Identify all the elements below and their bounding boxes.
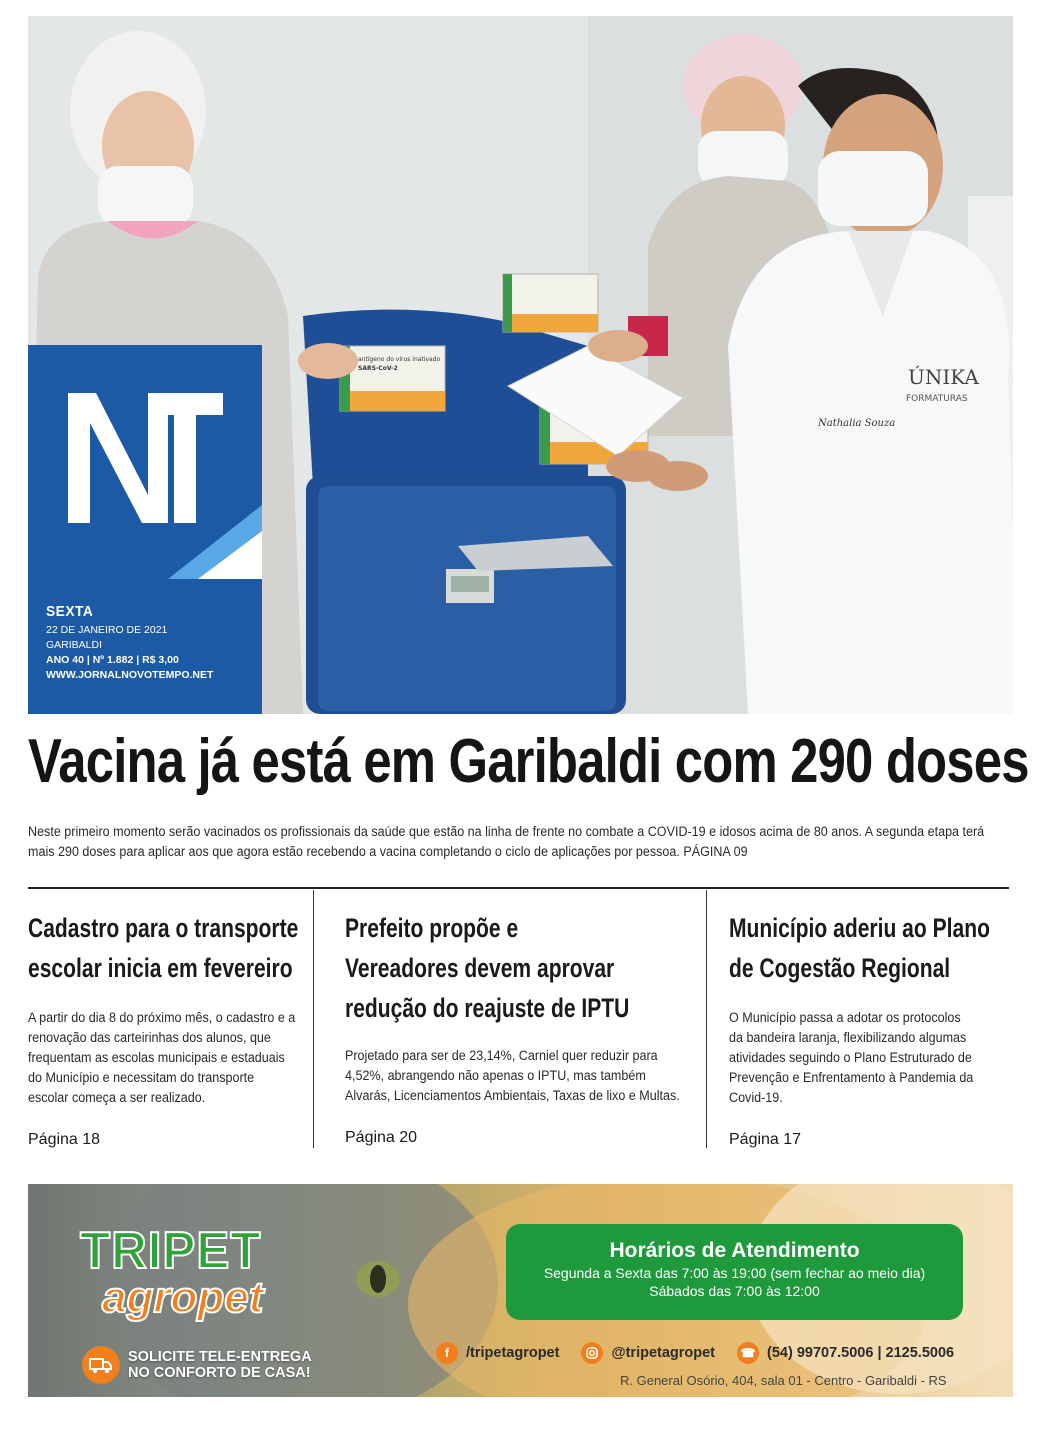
phone-contact[interactable] [737,1342,954,1364]
story-title[interactable]: Município aderiu ao Plano de Cogestão Regional [729,913,990,983]
section-divider [28,887,1009,889]
delivery-callout[interactable] [82,1346,312,1384]
story-page-ref[interactable]: Página 17 [729,1131,802,1148]
story-cogestao[interactable] [729,908,1009,1108]
facebook-contact[interactable] [436,1342,559,1364]
facebook-handle[interactable]: /tripetagropet [466,1345,560,1361]
hours-saturday: Sábados das 7:00 às 12:00 [649,1283,820,1299]
delivery-line-2: NO CONFORTO DE CASA! [128,1365,311,1381]
column-divider-2 [706,890,707,1148]
tripet-advertisement[interactable] [28,1184,1013,1397]
masthead [28,345,262,714]
story-title[interactable]: Prefeito propõe e Vereadores devem aprovar redução do reajuste de IPTU [345,913,630,1023]
vaccine-box-label: antígeno do vírus inativado [358,356,441,363]
tripet-logo[interactable] [80,1222,271,1322]
nt-logo-icon [28,345,262,579]
phone-number[interactable]: (54) 99707.5006 | 2125.5006 [767,1345,955,1361]
edition-number: ANO 40 | Nº 1.882 | R$ 3,00 [46,654,179,666]
lead-paragraph: Neste primeiro momento serão vacinados os profissionais da saúde que estão na linha de frente no combate a COVID-19 e idosos acima de 80 anos. A segunda etapa terá mais 290 doses para aplicar aos que agora estão recebendo a vacina completando o ciclo de aplicações por pessoa. PÁGINA 09 [28,824,985,859]
hours-weekday: Segunda a Sexta das 7:00 às 19:00 (sem fechar ao meio dia) [543,1265,926,1281]
coat-brand-sub: FORMATURAS [906,394,968,404]
delivery-line-1: SOLICITE TELE-ENTREGA [128,1349,312,1365]
edition-info [46,603,213,683]
story-page-ref[interactable]: Página 20 [345,1129,418,1146]
brand-name-bottom: agropet [102,1273,264,1322]
newspaper-logo[interactable] [28,345,262,579]
contact-row [436,1342,976,1364]
facebook-icon: f [436,1342,458,1364]
story-transporte[interactable] [28,908,300,1108]
instagram-handle[interactable]: @tripetagropet [611,1345,716,1361]
coat-name: Nathalia Souza [818,418,896,429]
story-title[interactable]: Cadastro para o transporte escolar inicia em fevereiro [28,913,299,983]
edition-date: 22 DE JANEIRO DE 2021 [46,624,168,636]
instagram-icon [581,1342,603,1364]
website-link[interactable]: WWW.JORNALNOVOTEMPO.NET [46,669,214,681]
instagram-contact[interactable] [581,1342,715,1364]
phone-icon: ☎ [737,1342,759,1364]
hours-title: Horários de Atendimento [609,1239,860,1262]
vaccine-box-virus: SARS-CoV-2 [358,365,398,372]
coat-brand: ÚNIKA [908,365,979,389]
truck-icon [82,1346,120,1384]
main-headline: Vacina já está em Garibaldi com 290 doses [28,727,1029,796]
story-body: Projetado para ser de 23,14%, Carniel quer reduzir para 4,52%, abrangendo não apenas o IPTU, mas também Alvarás, Licenciamentos Ambientais, Taxas de lixo e Multas. [345,1048,680,1103]
edition-city: GARIBALDI [46,639,103,651]
story-body: A partir do dia 8 do próximo mês, o cadastro e a renovação das carteirinhas dos alunos, que frequentam as escolas municipais e estaduais do Município e necessitam do transporte escolar começa a ser realizado. [28,1010,296,1105]
story-page-ref[interactable]: Página 18 [28,1131,101,1148]
edition-day: SEXTA [46,603,94,620]
business-hours-box [506,1224,963,1320]
store-address: R. General Osório, 404, sala 01 - Centro - Garibaldi - RS [620,1373,947,1388]
brand-name-top: TRIPET [80,1222,262,1280]
story-iptu[interactable] [345,908,680,1106]
story-body: O Município passa a adotar os protocolos da bandeira laranja, flexibilizando algumas atividades seguindo o Plano Estruturado de Prevenção e Enfrentamento à Pandemia da Covid-19. [729,1010,974,1105]
